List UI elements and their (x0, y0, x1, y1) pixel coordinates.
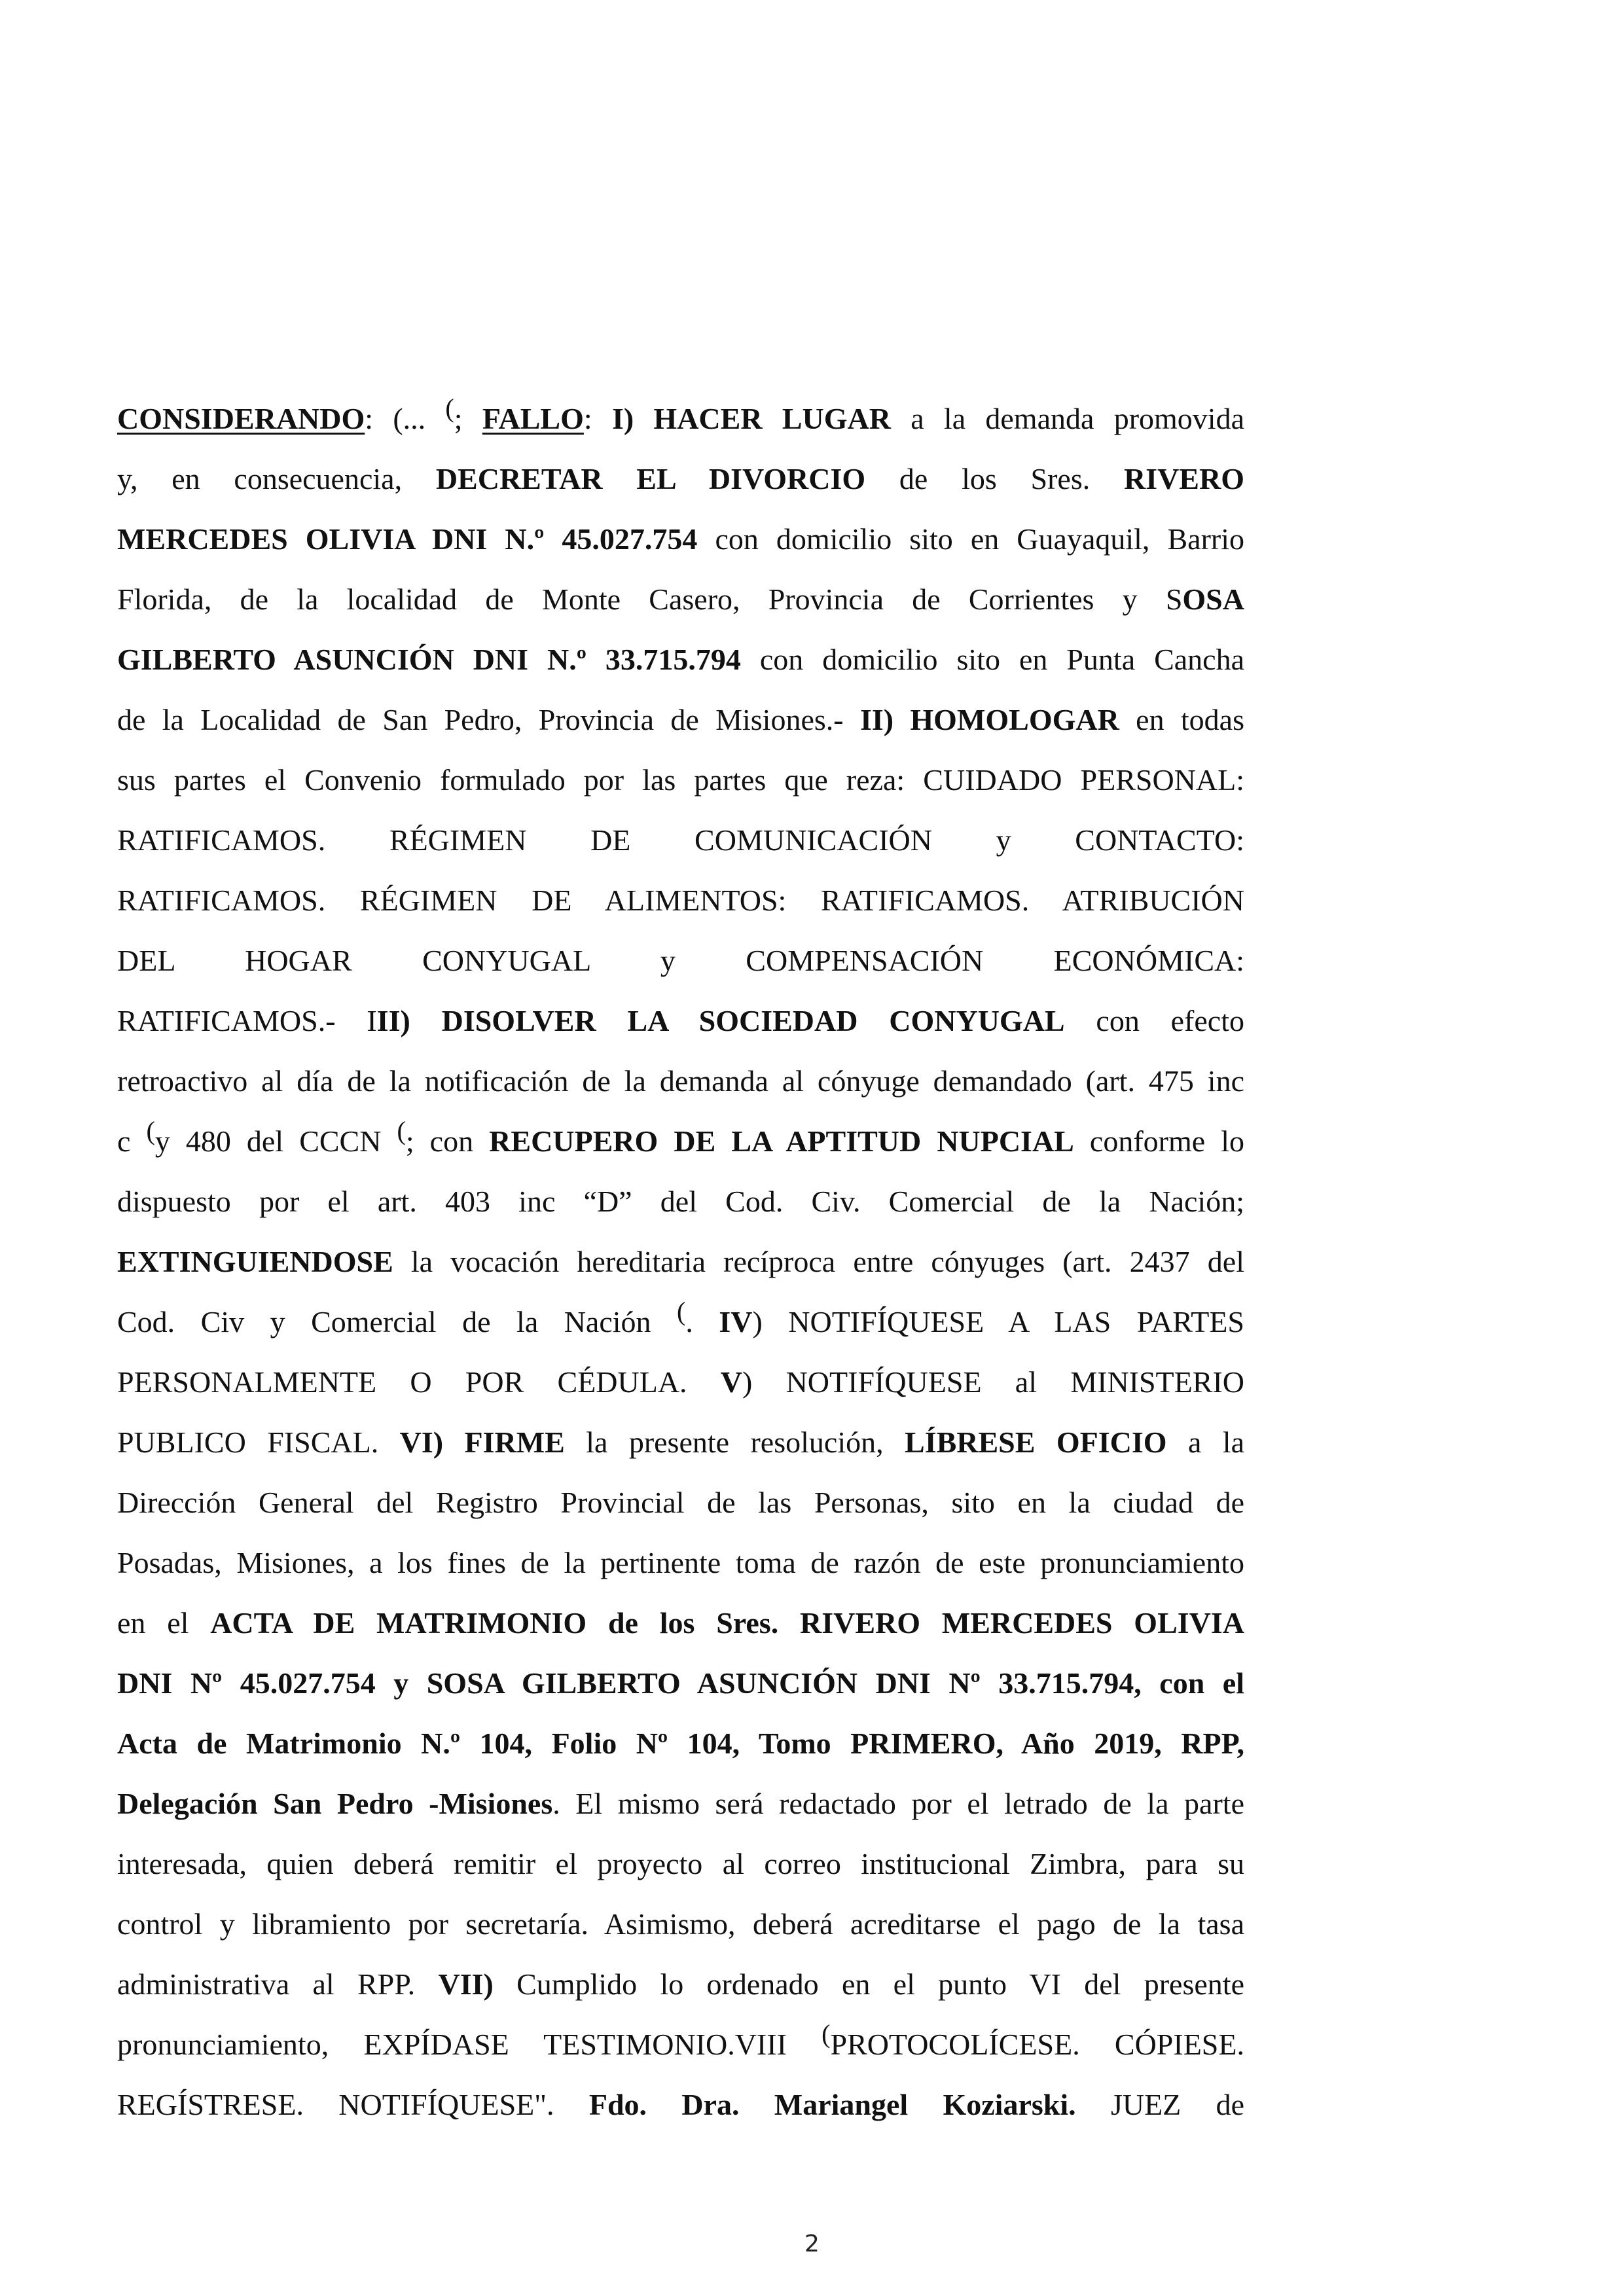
text-run: con domicilio sito en Punta Cancha (740, 643, 1245, 676)
text-run: : (583, 402, 612, 435)
text-line (117, 1894, 1244, 1954)
text-line (117, 569, 1244, 630)
text-run: con efecto (1064, 1004, 1244, 1037)
bold-text-run: VII) (438, 1967, 494, 2001)
text-run: ) NOTIFÍQUESE A LAS PARTES (752, 1305, 1245, 1338)
text-run: de la Localidad de San Pedro, Provincia de Misiones.- (117, 703, 860, 736)
text-run: conforme lo (1074, 1124, 1244, 1158)
text-run: la vocación hereditaria recíproca entre cónyuges (art. 2437 del (393, 1245, 1244, 1278)
bold-text-run: IV (719, 1305, 753, 1338)
page-number: 2 (804, 2231, 820, 2257)
bold-text-run: I) HACER LUGAR (611, 402, 891, 435)
bold-text-run: Acta de Matrimonio N.º 104, Folio Nº 104, Tomo PRIMERO, Año 2019, RPP, (117, 1727, 1244, 1760)
text-line (117, 750, 1244, 810)
text-run: JUEZ de (1075, 2088, 1244, 2121)
text-run: : (... (365, 402, 446, 435)
text-run: y, en consecuencia, (117, 462, 436, 495)
text-run: RATIFICAMOS. RÉGIMEN DE ALIMENTOS: RATIFICAMOS. ATRIBUCIÓN (117, 884, 1244, 917)
text-line (117, 1051, 1244, 1111)
text-line (117, 1774, 1244, 1834)
text-line (117, 1713, 1244, 1774)
text-line (117, 2015, 1244, 2075)
text-run: PUBLICO FISCAL. (117, 1426, 400, 1459)
superscript-mark: ( (146, 1116, 155, 1145)
text-run: PROTOCOLÍCESE. CÓPIESE. (830, 2028, 1244, 2061)
underlined-heading: CONSIDERANDO (117, 402, 365, 435)
text-run: control y libramiento por secretaría. Asimismo, deberá acreditarse el pago de la tasa (117, 1907, 1244, 1941)
text-run: REGÍSTRESE. NOTIFÍQUESE". (117, 2088, 589, 2121)
text-run: Cod. Civ y Comercial de la Nación (117, 1305, 677, 1338)
text-line (117, 1954, 1244, 2015)
text-run: Posadas, Misiones, a los fines de la pertinente toma de razón de este pronunciamiento (117, 1546, 1244, 1579)
text-line (117, 1352, 1244, 1412)
text-line (117, 1172, 1244, 1232)
bold-text-run: DNI Nº 45.027.754 y SOSA GILBERTO ASUNCIÓN DNI Nº 33.715.794, con el (117, 1666, 1244, 1700)
text-line (117, 1533, 1244, 1593)
text-line (117, 1473, 1244, 1533)
bold-text-run: ACTA DE MATRIMONIO de los Sres. RIVERO MERCEDES OLIVIA (210, 1606, 1244, 1640)
text-run: a la demanda promovida (890, 402, 1244, 435)
text-line (117, 931, 1244, 991)
bold-text-run: Fdo. Dra. Mariangel Koziarski. (588, 2088, 1076, 2121)
superscript-mark: ( (677, 1297, 686, 1326)
text-line (117, 389, 1244, 449)
text-run: y 480 del CCCN (154, 1124, 397, 1158)
text-line (117, 630, 1244, 690)
text-run: interesada, quien deberá remitir el proyecto al correo institucional Zimbra, para su (117, 1847, 1244, 1880)
text-run: . El mismo será redactado por el letrado de la parte (552, 1787, 1244, 1820)
bold-text-run: DECRETAR EL DIVORCIO (435, 462, 866, 495)
text-line (117, 509, 1244, 569)
text-line (117, 810, 1244, 870)
superscript-mark: ( (821, 2019, 831, 2049)
text-run: ; con (405, 1124, 490, 1158)
text-line (117, 1834, 1244, 1894)
text-run: PERSONALMENTE O POR CÉDULA. (117, 1365, 721, 1399)
text-line (117, 991, 1244, 1051)
bold-text-run: RIVERO (1123, 462, 1244, 495)
bold-text-run: II) HOMOLOGAR (859, 703, 1119, 736)
text-run: en el (117, 1606, 211, 1640)
bold-text-run: V (720, 1365, 743, 1399)
text-line (117, 1412, 1244, 1473)
text-line (117, 870, 1244, 931)
bold-text-run: VI) FIRME (399, 1426, 565, 1459)
bold-text-run: II) DISOLVER LA SOCIEDAD CONYUGAL (376, 1004, 1065, 1037)
bold-text-run: LÍBRESE OFICIO (905, 1426, 1167, 1459)
resolution-text (117, 389, 1244, 2135)
text-line (117, 1111, 1244, 1172)
text-line (117, 1232, 1244, 1292)
text-line (117, 449, 1244, 509)
text-run: DEL HOGAR CONYUGAL y COMPENSACIÓN ECONÓMICA: (117, 944, 1244, 977)
text-run: Cumplido lo ordenado en el punto VI del presente (493, 1967, 1244, 2001)
superscript-mark: ( (397, 1116, 406, 1145)
text-line (117, 1653, 1244, 1713)
bold-text-run: OSA (1182, 583, 1244, 616)
bold-text-run: EXTINGUIENDOSE (117, 1245, 393, 1278)
text-run: RATIFICAMOS. RÉGIMEN DE COMUNICACIÓN y CONTACTO: (117, 823, 1244, 857)
text-run: dispuesto por el art. 403 inc “D” del Cod. Civ. Comercial de la Nación; (117, 1185, 1244, 1218)
text-run: administrativa al RPP. (117, 1967, 439, 2001)
text-run: ) NOTIFÍQUESE al MINISTERIO (742, 1365, 1244, 1399)
text-run: retroactivo al día de la notificación de la demanda al cónyuge demandado (art. 475 inc (117, 1064, 1244, 1098)
bold-text-run: Delegación San Pedro -Misiones (117, 1787, 553, 1820)
text-run: RATIFICAMOS.- I (117, 1004, 377, 1037)
underlined-heading: FALLO (482, 402, 584, 435)
text-line (117, 1593, 1244, 1653)
text-run: la presente resolución, (564, 1426, 905, 1459)
text-run: ; (454, 402, 482, 435)
text-run: Florida, de la localidad de Monte Casero, Provincia de Corrientes y S (117, 583, 1183, 616)
text-run: de los Sres. (865, 462, 1124, 495)
text-line (117, 690, 1244, 750)
text-line (117, 2075, 1244, 2135)
text-run: pronunciamiento, EXPÍDASE TESTIMONIO.VIII (117, 2028, 822, 2061)
text-run: Dirección General del Registro Provincial de las Personas, sito en la ciudad de (117, 1486, 1244, 1519)
text-run: a la (1166, 1426, 1244, 1459)
bold-text-run: GILBERTO ASUNCIÓN DNI N.º 33.715.794 (117, 643, 741, 676)
text-run: con domicilio sito en Guayaquil, Barrio (697, 522, 1244, 556)
text-run: c (117, 1124, 147, 1158)
bold-text-run: RECUPERO DE LA APTITUD NUPCIAL (489, 1124, 1074, 1158)
superscript-mark: ( (445, 393, 454, 423)
text-line (117, 1292, 1244, 1352)
bold-text-run: MERCEDES OLIVIA DNI N.º 45.027.754 (117, 522, 698, 556)
text-run: sus partes el Convenio formulado por las partes que reza: CUIDADO PERSONAL: (117, 763, 1244, 797)
text-run: en todas (1119, 703, 1244, 736)
text-run: . (685, 1305, 719, 1338)
